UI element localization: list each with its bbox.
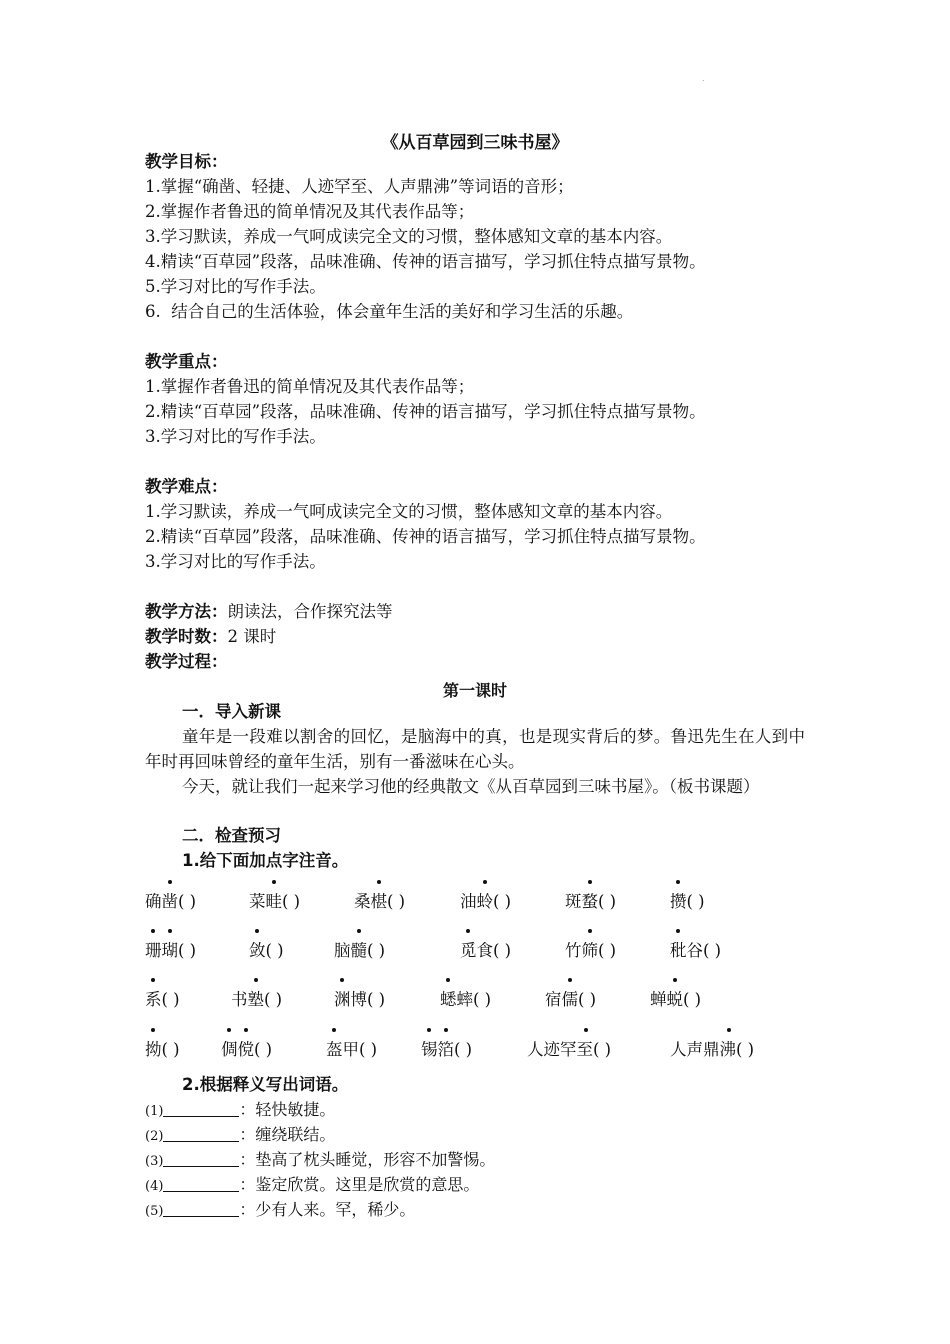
goal-item: 2.掌握作者鲁迅的简单情况及其代表作品等； [145,202,475,221]
emphasis-dot [244,1028,248,1032]
emphasis-dot [151,929,155,933]
item-text: ：缠绕联结。 [239,1125,336,1144]
hours-value: 2 课时 [227,627,277,646]
difficult-point-item: 1.学习默读，养成一气呵成读完全文的习惯，整体感知文章的基本内容。 [145,502,673,521]
process-label: 教学过程： [145,652,228,671]
section2-heading: 二．检查预习 [182,826,281,845]
document-title: 《从百草园到三味书屋》 [381,133,569,153]
emphasis-dot [466,929,470,933]
item-text: 蝉蜕( ) [650,990,702,1009]
item-text: 斑蝥( ) [565,892,617,911]
emphasis-dot [588,929,592,933]
pinyin-item [440,986,491,1010]
pinyin-item [249,888,300,912]
emphasis-dot [151,1028,155,1032]
emphasis-dot [483,880,487,884]
emphasis-dot [255,929,259,933]
goal-item: 6. 结合自己的生活体验，体会童年生活的美好和学习生活的乐趣。 [145,302,634,321]
definition-line [145,1148,495,1174]
emphasis-dot [357,929,361,933]
emphasis-dot [676,880,680,884]
item-text: 觅食( ) [460,941,512,960]
item-text: 系( ) [145,990,180,1009]
emphasis-dot [168,929,172,933]
difficult-point-item: 3.学习对比的写作手法。 [145,552,326,571]
item-text: 桑椹( ) [354,892,406,911]
emphasis-dot [427,1028,431,1032]
pinyin-item [326,1036,377,1060]
pinyin-row [145,888,825,918]
goal-item: 1.掌握“确凿、轻捷、人迹罕至、人声鼎沸”等词语的音形； [145,177,574,196]
goals-heading: 教学目标： [145,152,228,171]
question2: 2.根据释义写出词语。 [182,1075,349,1094]
answer-blank[interactable] [163,1125,239,1142]
pinyin-item [527,1036,611,1060]
item-text: 竹筛( ) [565,941,617,960]
hours-line [145,625,276,649]
emphasis-dot [446,978,450,982]
emphasis-dot [227,1028,231,1032]
definition-line [145,1173,479,1199]
pinyin-item [670,1036,754,1060]
pinyin-item [221,1036,272,1060]
emphasis-dot [377,880,381,884]
pinyin-row [145,937,825,967]
emphasis-dot [727,1028,731,1032]
hours-label: 教学时数： [145,627,228,646]
answer-blank[interactable] [163,1175,239,1192]
goal-item: 5.学习对比的写作手法。 [145,277,326,296]
emphasis-dot [588,880,592,884]
section1-paragraph: 童年是一段难以割舍的回忆，是脑海中的真，也是现实背后的梦。鲁迅先生在人到中年时再回味曾经的童年生活，别有一番滋味在心头。 [145,727,805,771]
definition-line [145,1098,335,1124]
key-points-heading: 教学重点： [145,352,228,371]
goal-item: 3.学习默读，养成一气呵成读完全文的习惯，整体感知文章的基本内容。 [145,227,673,246]
item-text: 拗( ) [145,1040,180,1059]
pinyin-item [145,1036,180,1060]
item-text: 菜畦( ) [249,892,301,911]
item-text: 渊博( ) [334,990,386,1009]
pinyin-item [545,986,596,1010]
item-text: (5) [145,1204,164,1219]
pinyin-item [670,888,705,912]
item-text: ：垫高了枕头睡觉，形容不加警惕。 [239,1150,496,1169]
item-text: ：少有人来。罕，稀少。 [239,1200,416,1219]
emphasis-dot [676,929,680,933]
item-text: (2) [145,1129,164,1144]
pinyin-item [565,888,616,912]
pinyin-item [565,937,616,961]
pinyin-item [334,937,385,961]
goal-item: 4.精读“百草园”段落，品味准确、传神的语言描写，学习抓住特点描写景物。 [145,252,706,271]
pinyin-item [231,986,282,1010]
pinyin-item [249,937,284,961]
pinyin-item [145,888,196,912]
item-text: 油蛉( ) [460,892,512,911]
pinyin-item [145,937,196,961]
section1-heading: 一．导入新课 [182,702,281,721]
method-value: 朗读法，合作探究法等 [227,602,393,621]
emphasis-dot [168,880,172,884]
emphasis-dot [332,1028,336,1032]
emphasis-dot [444,1028,448,1032]
item-text: 盔甲( ) [326,1040,378,1059]
emphasis-dot [272,880,276,884]
item-text: 倜傥( ) [221,1040,273,1059]
emphasis-dot [340,978,344,982]
item-text: 蟋蟀( ) [440,990,492,1009]
lesson-title: 第一课时 [442,681,507,700]
answer-blank[interactable] [163,1150,239,1167]
item-text: 书塾( ) [231,990,283,1009]
definition-line [145,1198,415,1224]
definition-line [145,1123,335,1149]
pinyin-item [650,986,701,1010]
method-label: 教学方法： [145,602,228,621]
item-text: 脑髓( ) [334,941,386,960]
pinyin-item [354,888,405,912]
item-text: 攒( ) [670,892,705,911]
difficult-point-item: 2.精读“百草园”段落，品味准确、传神的语言描写，学习抓住特点描写景物。 [145,527,706,546]
corner-mark: . [702,74,705,83]
item-text: (4) [145,1179,164,1194]
item-text: ：鉴定欣赏。这里是欣赏的意思。 [239,1175,480,1194]
item-text: 人迹罕至( ) [527,1040,612,1059]
method-line [145,600,393,624]
difficult-points-heading: 教学难点： [145,477,228,496]
pinyin-row [145,986,825,1016]
item-text: ：轻快敏捷。 [239,1100,336,1119]
emphasis-dot [673,978,677,982]
item-text: 敛( ) [249,941,284,960]
pinyin-item [145,986,180,1010]
item-text: 宿儒( ) [545,990,597,1009]
item-text: 秕谷( ) [670,941,722,960]
answer-blank[interactable] [163,1100,239,1117]
section1-paragraph: 今天，就让我们一起来学习他的经典散文《从百草园到三味书屋》。（板书课题） [182,777,760,796]
item-text: (3) [145,1154,164,1169]
key-point-item: 3.学习对比的写作手法。 [145,427,326,446]
pinyin-item [421,1036,472,1060]
item-text: 珊瑚( ) [145,941,197,960]
emphasis-dot [584,1028,588,1032]
pinyin-item [670,937,721,961]
answer-blank[interactable] [163,1200,239,1217]
pinyin-item [334,986,385,1010]
question1: 1.给下面加点字注音。 [182,851,349,870]
item-text: (1) [145,1104,164,1119]
key-point-item: 1.掌握作者鲁迅的简单情况及其代表作品等； [145,377,475,396]
key-point-item: 2.精读“百草园”段落，品味准确、传神的语言描写，学习抓住特点描写景物。 [145,402,706,421]
emphasis-dot [151,978,155,982]
pinyin-item [460,888,511,912]
item-text: 人声鼎沸( ) [670,1040,755,1059]
emphasis-dot [254,978,258,982]
pinyin-item [460,937,511,961]
item-text: 确凿( ) [145,892,197,911]
item-text: 锡箔( ) [421,1040,473,1059]
pinyin-row [145,1036,825,1066]
emphasis-dot [568,978,572,982]
